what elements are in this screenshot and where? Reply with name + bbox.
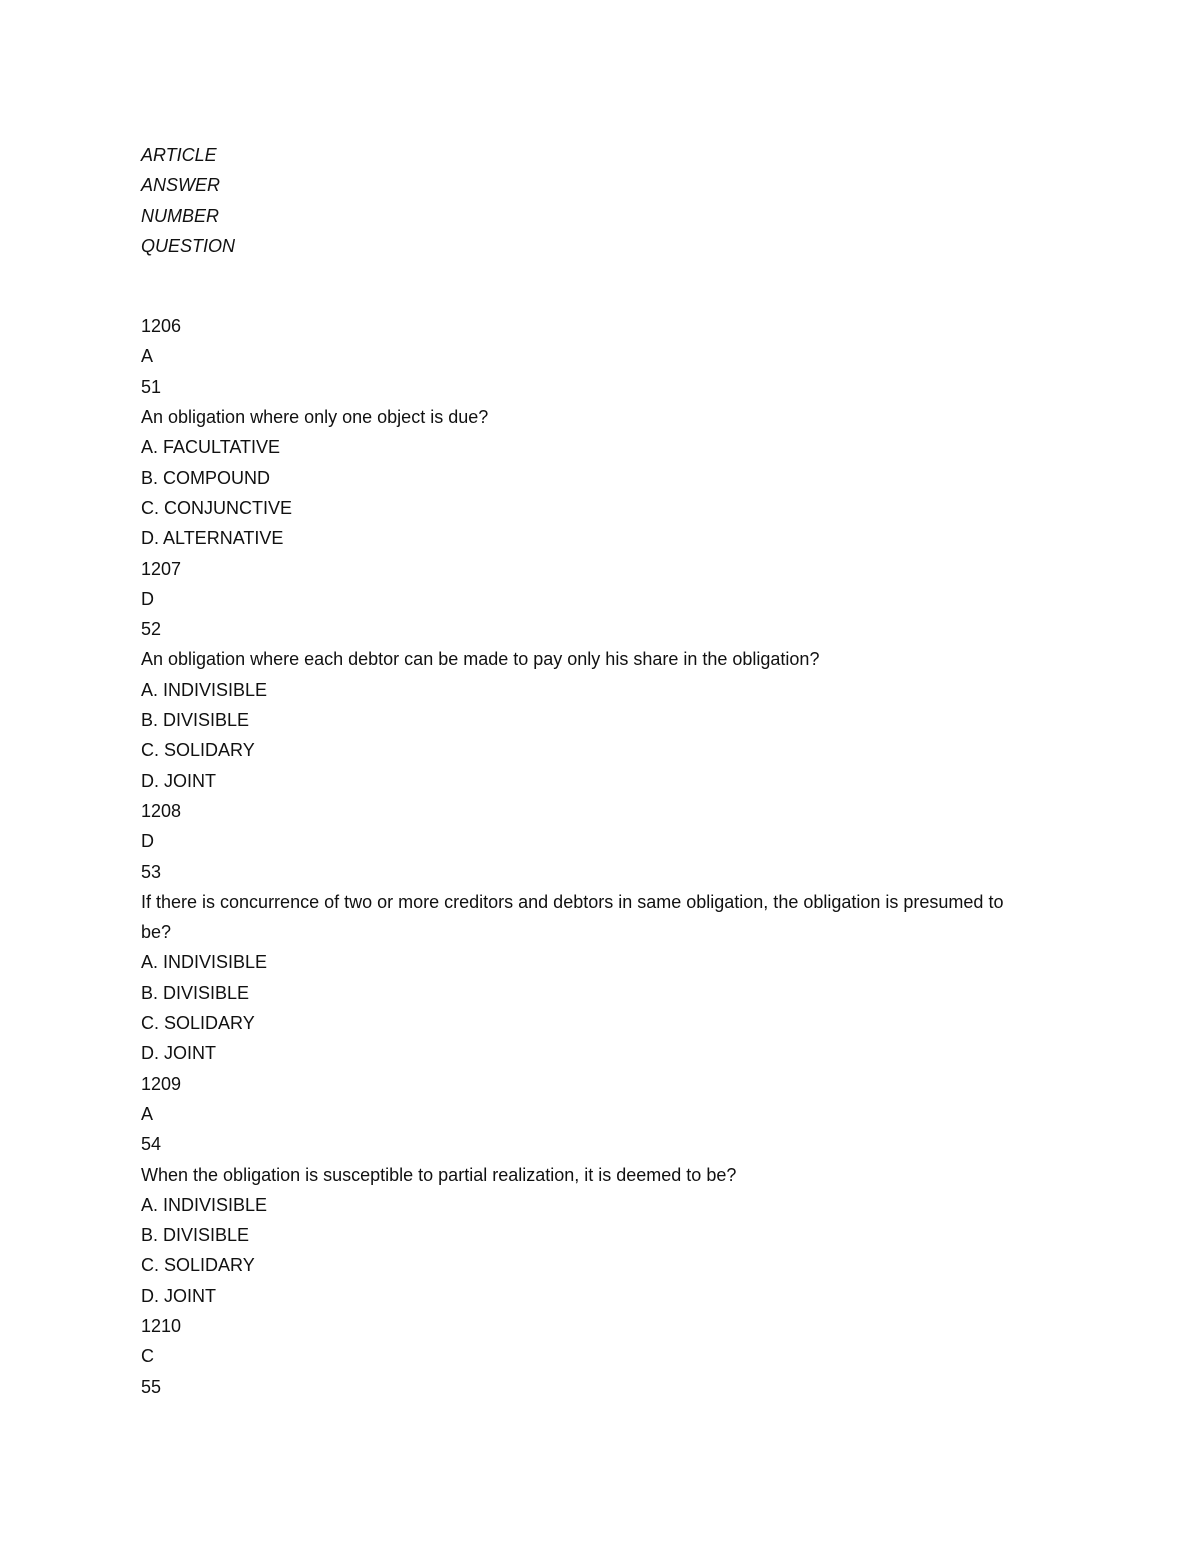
- question-number: 55: [141, 1376, 162, 1397]
- document-body: [141, 140, 1021, 1402]
- option-a: A. FACULTATIVE: [141, 437, 281, 458]
- question-text: An obligation where each debtor can be made to pay only his share in the obligation?: [141, 649, 820, 670]
- question-item: [141, 1069, 1021, 1311]
- answer-letter: D: [141, 588, 154, 609]
- header-question: QUESTION: [141, 235, 236, 256]
- option-a: A. INDIVISIBLE: [141, 679, 268, 700]
- article-number: 1208: [141, 800, 182, 821]
- answer-letter: A: [141, 346, 154, 367]
- article-number: 1210: [141, 1315, 182, 1336]
- answer-letter: D: [141, 831, 154, 852]
- question-item: [141, 554, 1021, 796]
- article-number: 1207: [141, 558, 182, 579]
- option-b: B. DIVISIBLE: [141, 710, 250, 731]
- question-item: [141, 1311, 1021, 1402]
- option-d: D. JOINT: [141, 1285, 216, 1306]
- option-b: B. COMPOUND: [141, 467, 271, 488]
- question-text: An obligation where only one object is due?: [141, 407, 489, 428]
- option-c: C. SOLIDARY: [141, 1013, 255, 1034]
- question-text: When the obligation is susceptible to partial realization, it is deemed to be?: [141, 1164, 737, 1185]
- option-d: D. JOINT: [141, 770, 216, 791]
- question-number: 53: [141, 861, 162, 882]
- question-text: If there is concurrence of two or more creditors and debtors in same obligation, the obligation is presumed to be?: [141, 891, 1009, 943]
- question-item: [141, 796, 1021, 1069]
- question-item: [141, 311, 1021, 553]
- article-number: 1206: [141, 316, 182, 337]
- header-article: ARTICLE: [141, 145, 217, 165]
- answer-letter: C: [141, 1346, 154, 1367]
- question-number: 52: [141, 619, 162, 640]
- header-answer: ANSWER: [141, 175, 221, 196]
- header-number: NUMBER: [141, 205, 220, 226]
- option-b: B. DIVISIBLE: [141, 982, 250, 1003]
- section-spacer: [141, 261, 1021, 311]
- option-a: A. INDIVISIBLE: [141, 952, 268, 973]
- option-d: D. ALTERNATIVE: [141, 528, 284, 549]
- option-d: D. JOINT: [141, 1043, 216, 1064]
- answer-letter: A: [141, 1103, 154, 1124]
- article-number: 1209: [141, 1073, 182, 1094]
- option-a: A. INDIVISIBLE: [141, 1194, 268, 1215]
- question-number: 54: [141, 1134, 162, 1155]
- option-c: C. CONJUNCTIVE: [141, 497, 293, 518]
- option-c: C. SOLIDARY: [141, 740, 255, 761]
- option-b: B. DIVISIBLE: [141, 1225, 250, 1246]
- option-c: C. SOLIDARY: [141, 1255, 255, 1276]
- question-number: 51: [141, 376, 162, 397]
- column-header-block: [141, 140, 1021, 261]
